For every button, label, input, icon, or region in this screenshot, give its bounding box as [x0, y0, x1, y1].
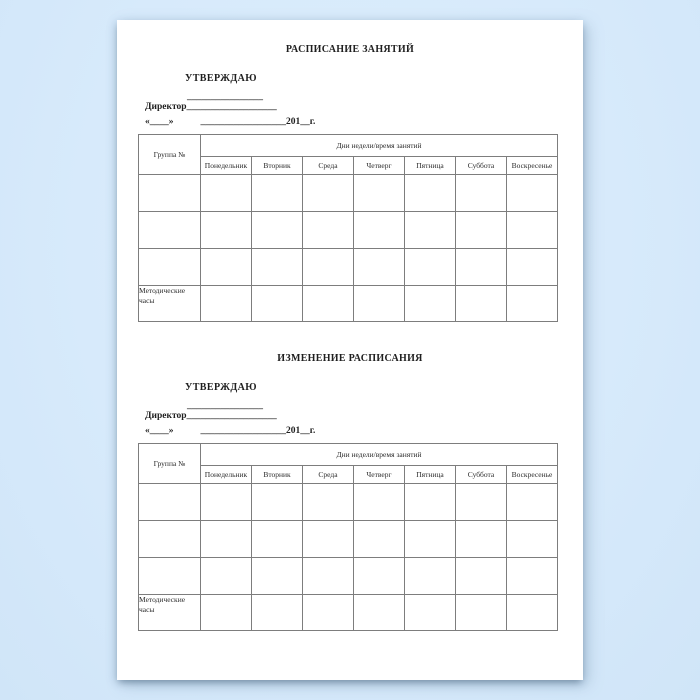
schedule-cell: [405, 521, 456, 558]
group-cell-empty: [139, 521, 201, 558]
table-row: [139, 212, 558, 249]
group-cell-empty: [139, 484, 201, 521]
schedule-cell: [201, 286, 252, 322]
schedule-cell: [507, 212, 558, 249]
schedule-cell: [201, 484, 252, 521]
schedule-cell: [201, 558, 252, 595]
table-header-row-2: [139, 466, 558, 484]
table-row: [139, 484, 558, 521]
method-hours-row: [139, 286, 558, 322]
schedule-cell: [405, 175, 456, 212]
day-header-wednesday: Среда: [303, 466, 354, 484]
schedule-cell: [354, 212, 405, 249]
schedule-cell: [303, 249, 354, 286]
group-cell-empty: [139, 249, 201, 286]
date-quotes: «____»: [145, 117, 174, 127]
day-header-tuesday: Вторник: [252, 466, 303, 484]
table-row: [139, 175, 558, 212]
days-header-cell: Дни недели/время занятий: [201, 135, 558, 157]
approve-signature-line: ________________: [187, 401, 263, 411]
director-line: Директор___________________: [145, 411, 277, 421]
group-header-cell: Группа №: [139, 444, 201, 484]
schedule-cell: [456, 249, 507, 286]
schedule-table: [138, 134, 558, 322]
date-line: [145, 117, 315, 127]
schedule-cell: [405, 558, 456, 595]
table-header-row-1: [139, 444, 558, 466]
schedule-cell: [456, 484, 507, 521]
schedule-cell: [456, 521, 507, 558]
schedule-cell: [456, 212, 507, 249]
schedule-cell: [405, 249, 456, 286]
schedule-cell: [507, 484, 558, 521]
day-header-wednesday: Среда: [303, 157, 354, 175]
schedule-cell: [456, 175, 507, 212]
table-header-row-1: [139, 135, 558, 157]
document-page: [117, 20, 583, 680]
day-header-monday: Понедельник: [201, 157, 252, 175]
schedule-cell: [456, 595, 507, 631]
schedule-cell: [201, 595, 252, 631]
director-line: Директор___________________: [145, 102, 277, 112]
schedule-cell: [201, 521, 252, 558]
table-row: [139, 249, 558, 286]
date-line: [145, 426, 315, 436]
schedule-cell: [507, 595, 558, 631]
group-cell-empty: [139, 175, 201, 212]
method-hours-label: Методические часы: [139, 286, 201, 322]
schedule-cell: [252, 249, 303, 286]
table-row: [139, 521, 558, 558]
schedule-table: [138, 443, 558, 631]
approve-signature-line: ________________: [187, 92, 263, 102]
schedule-cell: [456, 286, 507, 322]
schedule-cell: [252, 286, 303, 322]
schedule-cell: [507, 286, 558, 322]
table-header-row-2: [139, 157, 558, 175]
schedule-cell: [201, 249, 252, 286]
schedule-cell: [354, 521, 405, 558]
section-title: ИЗМЕНЕНИЕ РАСПИСАНИЯ: [277, 353, 423, 364]
schedule-cell: [303, 175, 354, 212]
date-quotes: «____»: [145, 426, 174, 436]
day-header-thursday: Четверг: [354, 466, 405, 484]
schedule-cell: [507, 175, 558, 212]
schedule-cell: [354, 558, 405, 595]
method-hours-label: Методические часы: [139, 595, 201, 631]
schedule-cell: [252, 595, 303, 631]
day-header-sunday: Воскресенье: [507, 466, 558, 484]
day-header-monday: Понедельник: [201, 466, 252, 484]
schedule-cell: [405, 286, 456, 322]
day-header-tuesday: Вторник: [252, 157, 303, 175]
schedule-cell: [303, 286, 354, 322]
date-blank-year: __________________201__г.: [200, 117, 316, 127]
group-cell-empty: [139, 212, 201, 249]
day-header-friday: Пятница: [405, 466, 456, 484]
day-header-thursday: Четверг: [354, 157, 405, 175]
group-cell-empty: [139, 558, 201, 595]
approve-label: УТВЕРЖДАЮ: [185, 382, 257, 393]
table-row: [139, 558, 558, 595]
schedule-cell: [354, 484, 405, 521]
schedule-cell: [507, 249, 558, 286]
schedule-cell: [405, 212, 456, 249]
day-header-friday: Пятница: [405, 157, 456, 175]
schedule-cell: [303, 521, 354, 558]
schedule-cell: [405, 595, 456, 631]
day-header-sunday: Воскресенье: [507, 157, 558, 175]
schedule-cell: [303, 595, 354, 631]
schedule-cell: [354, 249, 405, 286]
day-header-saturday: Суббота: [456, 157, 507, 175]
schedule-cell: [201, 212, 252, 249]
schedule-cell: [252, 212, 303, 249]
schedule-cell: [201, 175, 252, 212]
schedule-cell: [507, 558, 558, 595]
group-header-cell: Группа №: [139, 135, 201, 175]
schedule-cell: [303, 558, 354, 595]
schedule-cell: [354, 175, 405, 212]
approve-label: УТВЕРЖДАЮ: [185, 73, 257, 84]
day-header-saturday: Суббота: [456, 466, 507, 484]
schedule-cell: [354, 286, 405, 322]
days-header-cell: Дни недели/время занятий: [201, 444, 558, 466]
schedule-cell: [303, 484, 354, 521]
schedule-cell: [252, 484, 303, 521]
schedule-cell: [507, 521, 558, 558]
schedule-cell: [252, 558, 303, 595]
date-blank-year: __________________201__г.: [200, 426, 316, 436]
schedule-cell: [303, 212, 354, 249]
schedule-cell: [252, 521, 303, 558]
schedule-cell: [354, 595, 405, 631]
schedule-cell: [252, 175, 303, 212]
section-title: РАСПИСАНИЕ ЗАНЯТИЙ: [285, 44, 415, 55]
method-hours-row: [139, 595, 558, 631]
schedule-cell: [456, 558, 507, 595]
schedule-cell: [405, 484, 456, 521]
